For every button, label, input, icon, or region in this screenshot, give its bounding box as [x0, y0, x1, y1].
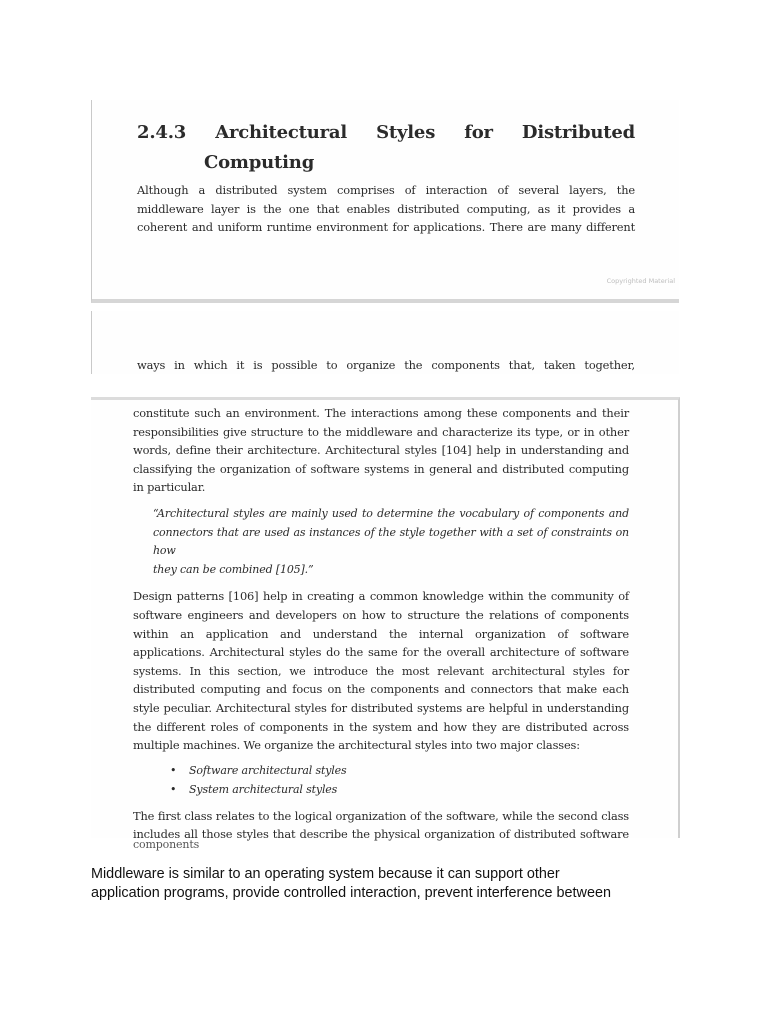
caption-line: application programs, provide controlled interaction, prevent interference between [91, 885, 611, 901]
paragraph-environment [133, 404, 629, 497]
style-classes-list [133, 761, 629, 799]
text-line: in particular. [133, 480, 206, 495]
cut-off-text: components [133, 838, 200, 851]
text-line: software engineers and developers on how to structure the relations of components [133, 607, 629, 622]
text-line: style peculiar. Architectural styles for distributed systems are helpful in understanding [133, 700, 629, 715]
text-line: classifying the organization of software systems in general and distributed computing [133, 461, 629, 476]
text-line: The first class relates to the logical organization of the software, while the second class [133, 808, 629, 823]
copyright-watermark: Copyrighted Material [606, 277, 675, 286]
title-word: for [464, 122, 493, 143]
paragraph-design-patterns [133, 587, 629, 754]
intro-paragraph [137, 181, 635, 237]
title-word: Architectural [215, 122, 348, 143]
text-line: multiple machines. We organize the architectural styles into two major classes: [133, 738, 580, 753]
caption-line: Middleware is similar to an operating system because it can support other [91, 866, 560, 882]
bullet-icon: • [170, 782, 177, 796]
text-line: ways in which it is possible to organize the components that, taken together, [137, 358, 635, 372]
list-item [170, 761, 629, 780]
text-line: the different roles of components in the system and how they are distributed across [133, 719, 629, 734]
section-heading [137, 118, 635, 178]
block-quote [153, 505, 629, 579]
page-fragment-top [91, 100, 679, 303]
text-line: responsibilities give structure to the middleware and characterize its type, or in other [133, 424, 629, 439]
text-line: systems. In this section, we introduce the most relevant architectural styles for [133, 663, 629, 678]
text-line: includes all those styles that describe the physical organization of distributed software [133, 827, 629, 842]
text-line: distributed computing and focus on the components and connectors that make each [133, 682, 629, 697]
text-line: Design patterns [106] help in creating a common knowledge within the community of [133, 589, 629, 604]
text-line: words, define their architecture. Architectural styles [104] help in understanding and [133, 443, 629, 458]
text-line: coherent and uniform runtime environment for applications. There are many different [137, 220, 635, 235]
caption-text [91, 865, 731, 903]
quote-line: “Architectural styles are mainly used to determine the vocabulary of components and [153, 506, 629, 520]
list-item [170, 780, 629, 799]
text-line: applications. Architectural styles do the same for the overall architecture of software [133, 645, 629, 660]
list-item-label: System architectural styles [189, 782, 338, 796]
page-fragment-middle [91, 311, 679, 374]
title-word: Styles [376, 122, 436, 143]
title-word: Distributed [521, 122, 635, 143]
list-item-label: Software architectural styles [189, 763, 347, 777]
text-line: middleware layer is the one that enables distributed computing, as it provides a [137, 201, 635, 216]
quote-line: connectors that are used as instances of the style together with a set of constraints on how [153, 525, 629, 558]
bullet-icon: • [170, 763, 177, 777]
text-line: within an application and understand the internal organization of software [133, 626, 629, 641]
text-line: Although a distributed system comprises of interaction of several layers, the [137, 183, 635, 197]
quote-line: they can be combined [105].” [153, 562, 314, 576]
section-number: 2.4.3 [137, 122, 187, 143]
text-line: constitute such an environment. The interactions among these components and their [133, 406, 629, 420]
page-fragment-bottom [91, 397, 680, 851]
title-line-2: Computing [204, 152, 315, 173]
